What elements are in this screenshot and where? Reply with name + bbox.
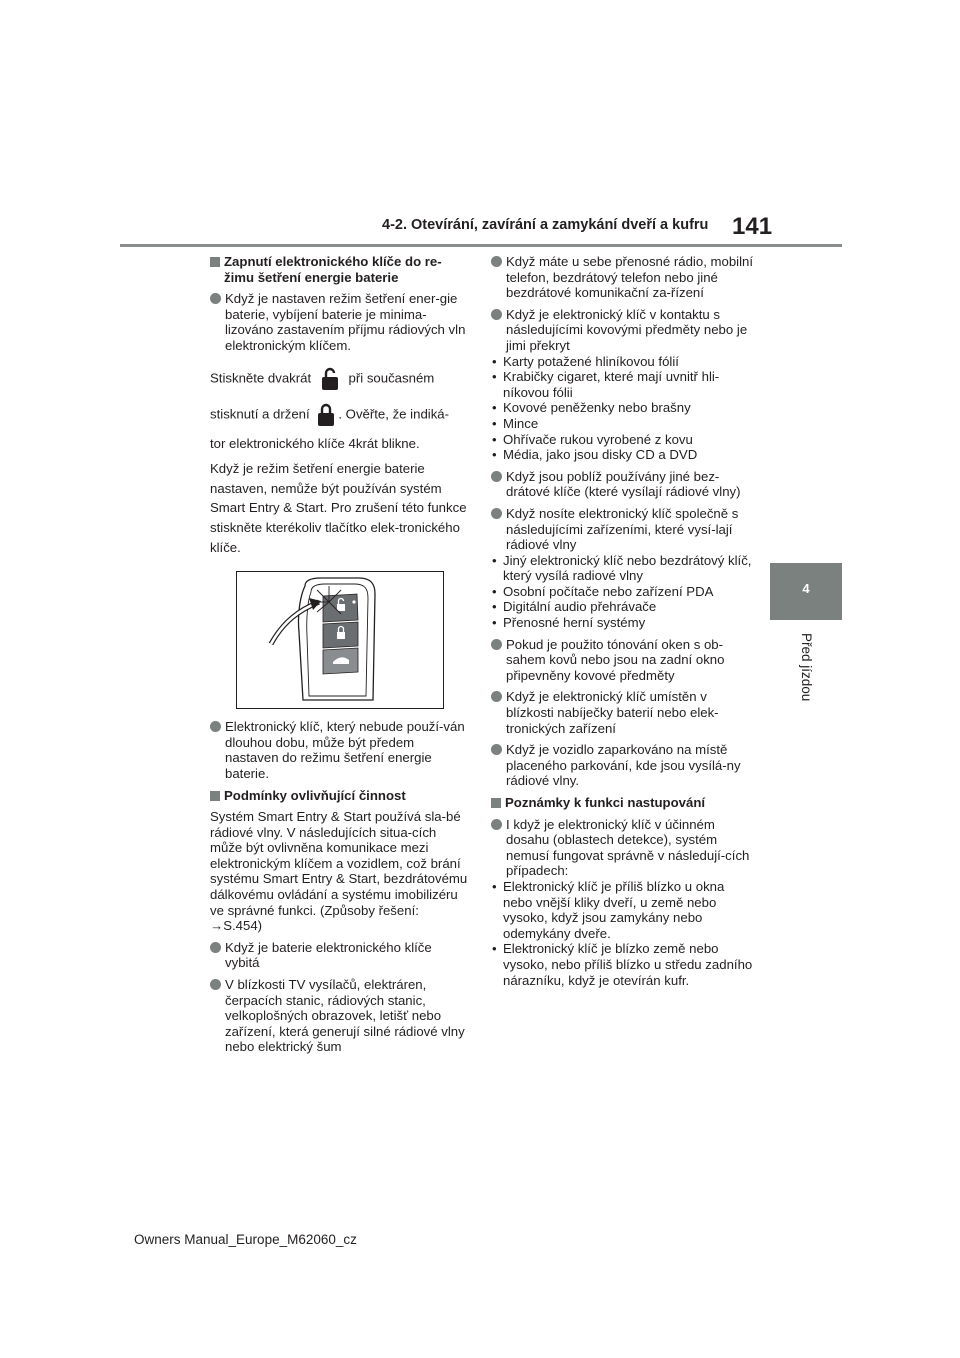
sub-list-item: • Média, jako jsou disky CD a DVD [491, 447, 756, 463]
section-heading-battery-saving: Zapnutí elektronického klíče do re-žimu šetření energie baterie [210, 254, 468, 285]
instruction-text: Stiskněte dvakrát [210, 370, 312, 386]
bullet-text: Když nosíte elektronický klíč společně s následujícími zařízeními, které vysí-lají rádiové vlny [506, 505, 739, 553]
section-paragraph: Systém Smart Entry & Start používá sla-bé rádiové vlny. V následujících situa-cích může být ovlivněna komunikace mezi elektronickým klíčem a vozidlem, což brání systému Smart Entry & Start, bezdrátovému dálkovému ovládání a systému imobilizéru ve správné funkci. (Způsoby řešení: →S.454) [210, 809, 468, 934]
section-heading-conditions: Podmínky ovlivňující činnost [210, 788, 468, 804]
bullet-dot-icon [491, 256, 502, 267]
bullet-dot-icon [210, 979, 221, 990]
chapter-label [798, 633, 814, 723]
bullet-item [210, 940, 468, 971]
bullet-text: Když jsou poblíž používány jiné bez-drátové klíče (které vysílají rádiové vlny) [506, 468, 741, 500]
bullet-dot-icon [210, 721, 221, 732]
lock-icon [315, 402, 337, 428]
instruction-line-2 [210, 402, 468, 428]
bullet-text: Elektronický klíč, který nebude použí-ván dlouhou dobu, může být předem nastaven do režimu šetření energie baterie. [225, 719, 465, 781]
right-column [491, 254, 756, 988]
section-heading-entry-notes: Poznámky k funkci nastupování [491, 795, 756, 811]
sub-list-item: • Mince [491, 416, 756, 432]
bullet-text: Pokud je použito tónování oken s ob-sahem kovů nebo jsou na zadní okno připevněny kovové předměty [506, 636, 725, 683]
instruction-text: při současném [348, 370, 435, 386]
bullet-text: Když je elektronický klíč umístěn v blízkosti nabíječky baterií nebo elek-tronických zařízení [506, 689, 719, 736]
bullet-dot-icon [491, 744, 502, 755]
bullet-item [491, 817, 756, 879]
smart-key-fob-illustration [236, 571, 444, 709]
bullet-text: Když je baterie elektronického klíče vybitá [225, 939, 432, 971]
sub-list [491, 879, 756, 988]
bullet-dot-icon [210, 293, 221, 304]
bullet-item [491, 506, 756, 553]
bullet-dot-icon [491, 819, 502, 830]
left-column [210, 254, 468, 1061]
bullet-item [491, 637, 756, 684]
bullet-dot-icon [210, 942, 221, 953]
sub-list-item: • Elektronický klíč je příliš blízko u okna nebo vnější kliky dveří, u země nebo vysoko, když jsou zamykány nebo odemykány dveře. [491, 879, 756, 941]
bullet-text: V blízkosti TV vysílačů, elektráren, čerpacích stanic, rádiových stanic, velkoplošných obrazovek, letišť nebo zařízení, která generují silné rádiové vlny nebo elektrický šum [225, 977, 465, 1055]
instruction-text: stisknutí a držení [210, 406, 310, 422]
bullet-text: Když máte u sebe přenosné rádio, mobilní telefon, bezdrátový telefon nebo jiné bezdrátové komunikační za-řízení [506, 254, 754, 301]
bullet-item [491, 469, 756, 500]
bullet-dot-icon [491, 691, 502, 702]
bullet-text: I když je elektronický klíč v účinném dosahu (oblastech detekce), systém nemusí fungovat správně v následují-cích případech: [506, 816, 750, 879]
sub-list [491, 553, 756, 631]
bullet-text: Když je nastaven režim šetření ener-gie baterie, vybíjení baterie je minima-lizováno zastavením příjmu rádiových vln elektronickým klíčem. [225, 291, 466, 353]
bullet-dot-icon [491, 471, 502, 482]
bullet-item [210, 291, 468, 353]
instruction-line-3: tor elektronického klíče 4krát blikne. [210, 435, 420, 451]
sub-list-item: • Karty potažené hliníkovou fólií [491, 354, 756, 370]
instruction-text: . Ověřte, že indiká- [338, 406, 450, 422]
instruction-paragraph: Když je režim šetření energie baterie nastaven, nemůže být používán systém Smart Entry & Start. Pro zrušení této funkce stiskněte kterékoliv tlačítko elek-tronického klíče. [210, 461, 467, 555]
sub-list-item: • Přenosné herní systémy [491, 615, 756, 631]
bullet-item [491, 742, 756, 789]
bullet-dot-icon [491, 639, 502, 650]
page-number: 141 [732, 213, 773, 240]
bullet-item [210, 977, 468, 1055]
bullet-dot-icon [491, 309, 502, 320]
sub-list-item: • Elektronický klíč je blízko země nebo vysoko, nebo příliš blízko u středu zadního nárazníku, když je otevírán kufr. [491, 941, 756, 988]
bullet-text: Když je vozidlo zaparkováno na místě placeného parkování, kde jsou vysílá-ny rádiové vlny. [506, 742, 741, 789]
chapter-tab [770, 563, 842, 620]
sub-list-item: • Digitální audio přehrávače [491, 599, 756, 615]
bullet-text: Když je elektronický klíč v kontaktu s následujícími kovovými předměty nebo je jimi překryt [506, 306, 748, 353]
chapter-label-text: Před jízdou [799, 633, 814, 702]
bullet-dot-icon [491, 508, 502, 519]
instruction-line-1 [210, 366, 468, 392]
header-rule [120, 244, 842, 247]
sub-list-item: • Osobní počítače nebo zařízení PDA [491, 584, 756, 600]
sub-list-item: • Krabičky cigaret, které mají uvnitř hli-níkovou fólii [491, 369, 756, 400]
sub-list [491, 354, 756, 463]
bullet-item [210, 719, 468, 781]
footer-text: Owners Manual_Europe_M62060_cz [134, 1232, 357, 1247]
bullet-item [491, 254, 756, 301]
sub-list-item: • Jiný elektronický klíč nebo bezdrátový klíč, který vysílá radiové vlny [491, 553, 756, 584]
bullet-item [491, 307, 756, 354]
sub-list-item: • Kovové peněženky nebo brašny [491, 400, 756, 416]
unlock-icon [319, 366, 341, 392]
bullet-item [491, 689, 756, 736]
sub-list-item: • Ohřívače rukou vyrobené z kovu [491, 432, 756, 448]
chapter-number: 4 [802, 581, 810, 596]
section-title: 4-2. Otevírání, zavírání a zamykání dveří a kufru [382, 217, 709, 233]
